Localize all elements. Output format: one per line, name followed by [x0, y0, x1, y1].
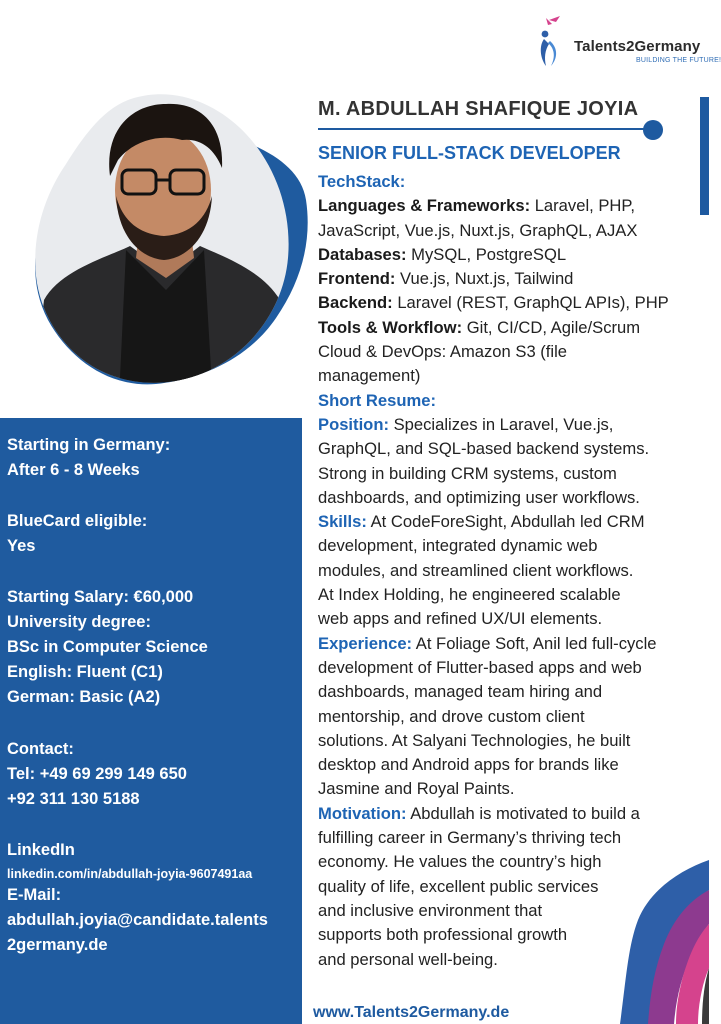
languages-label: Languages & Frameworks: — [318, 196, 531, 216]
experience-text: mentorship, and drove custom client — [318, 706, 585, 726]
motivation-text: and personal well-being. — [318, 949, 498, 969]
tools-value: Git, CI/CD, Agile/Scrum — [462, 317, 641, 337]
phone-2[interactable]: +92 311 130 5188 — [7, 790, 140, 808]
salary-line: Starting Salary: €60,000 — [7, 588, 194, 606]
databases-value: MySQL, PostgreSQL — [406, 244, 567, 264]
bluecard-value: Yes — [7, 537, 36, 555]
motivation-text: fulfilling career in Germany’s thriving tech — [318, 828, 622, 848]
backend-value: Laravel (REST, GraphQL APIs), PHP — [392, 293, 669, 313]
techstack-heading: TechStack: — [318, 172, 406, 191]
decorative-ribbons — [590, 860, 709, 1024]
position-text: Specializes in Laravel, Vue.js, — [388, 414, 614, 434]
position-label: Position: — [318, 414, 389, 434]
name-underline-dot — [643, 120, 663, 140]
degree-value: BSc in Computer Science — [7, 638, 208, 656]
motivation-text: supports both professional growth — [318, 925, 568, 945]
email-address[interactable]: abdullah.joyia@candidate.talents — [7, 911, 268, 929]
cloud-line-2: management) — [318, 366, 421, 386]
position-text: Strong in building CRM systems, custom — [318, 463, 617, 483]
email-address-cont[interactable]: 2germany.de — [7, 936, 108, 954]
tools-label: Tools & Workflow: — [318, 317, 463, 337]
experience-text: Jasmine and Royal Paints. — [318, 779, 515, 799]
email-label: E-Mail: — [7, 886, 62, 904]
phone-1[interactable]: Tel: +49 69 299 149 650 — [7, 765, 187, 783]
experience-text: dashboards, managed team hiring and — [318, 682, 603, 702]
motivation-text: economy. He values the country’s high — [318, 852, 602, 872]
name-underline — [318, 128, 650, 130]
backend-line — [318, 291, 710, 315]
candidate-title: SENIOR FULL-STACK DEVELOPER — [318, 143, 621, 163]
position-line — [318, 413, 710, 437]
frontend-value: Vue.js, Nuxt.js, Tailwind — [395, 269, 574, 289]
resume-heading: Short Resume: — [318, 390, 437, 410]
skills-text: web apps and refined UX/UI elements. — [318, 609, 603, 629]
languages-line — [318, 194, 710, 218]
linkedin-link[interactable]: linkedin.com/in/abdullah-joyia-9607491aa — [7, 867, 253, 881]
skills-text: At CodeForeSight, Abdullah led CRM — [366, 512, 645, 532]
degree-label: University degree: — [7, 613, 151, 631]
start-value: After 6 - 8 Weeks — [7, 461, 140, 479]
skills-line — [318, 510, 710, 534]
experience-text: solutions. At Salyani Technologies, he built — [318, 730, 631, 750]
contact-label: Contact: — [7, 740, 74, 758]
motivation-text: quality of life, excellent public services — [318, 876, 599, 896]
position-text: dashboards, and optimizing user workflows. — [318, 487, 640, 507]
candidate-name: M. ABDULLAH SHAFIQUE JOYIA — [318, 98, 639, 120]
experience-text: development of Flutter-based apps and web — [318, 657, 642, 677]
experience-label: Experience: — [318, 633, 413, 653]
motivation-text: and inclusive environment that — [318, 900, 543, 920]
profile-content — [318, 170, 710, 972]
cloud-line: Cloud & DevOps: Amazon S3 (file — [318, 342, 568, 362]
motivation-label: Motivation: — [318, 803, 407, 823]
experience-line — [318, 632, 710, 656]
tools-line — [318, 316, 710, 340]
bluecard-label: BlueCard eligible: — [7, 512, 148, 530]
motivation-text: Abdullah is motivated to build a — [406, 803, 640, 823]
linkedin-label: LinkedIn — [7, 841, 75, 859]
position-text: GraphQL, and SQL-based backend systems. — [318, 439, 650, 459]
experience-text: At Foliage Soft, Anil led full-cycle — [412, 633, 657, 653]
frontend-label: Frontend: — [318, 269, 396, 289]
logo-name: Talents2Germany — [574, 38, 701, 55]
databases-label: Databases: — [318, 244, 407, 264]
logo-tagline: BUILDING THE FUTURE! — [636, 57, 721, 64]
skills-text: development, integrated dynamic web — [318, 536, 598, 556]
talents2germany-logo — [536, 8, 721, 68]
english-level: English: Fluent (C1) — [7, 663, 163, 681]
languages-line-2: JavaScript, Vue.js, Nuxt.js, GraphQL, AJAX — [318, 220, 638, 240]
experience-text: desktop and Android apps for brands like — [318, 755, 619, 775]
logo-figure-icon — [536, 14, 568, 70]
languages-value: Laravel, PHP, — [530, 196, 635, 216]
skills-label: Skills: — [318, 512, 367, 532]
motivation-line — [318, 802, 710, 826]
databases-line — [318, 243, 710, 267]
skills-text: At Index Holding, he engineered scalable — [318, 585, 621, 605]
frontend-line — [318, 267, 710, 291]
skills-text: modules, and streamlined client workflows. — [318, 560, 634, 580]
website-link[interactable]: www.Talents2Germany.de — [313, 1004, 510, 1021]
german-level: German: Basic (A2) — [7, 688, 161, 706]
start-label: Starting in Germany: — [7, 436, 171, 454]
backend-label: Backend: — [318, 293, 393, 313]
candidate-photo — [0, 0, 320, 420]
